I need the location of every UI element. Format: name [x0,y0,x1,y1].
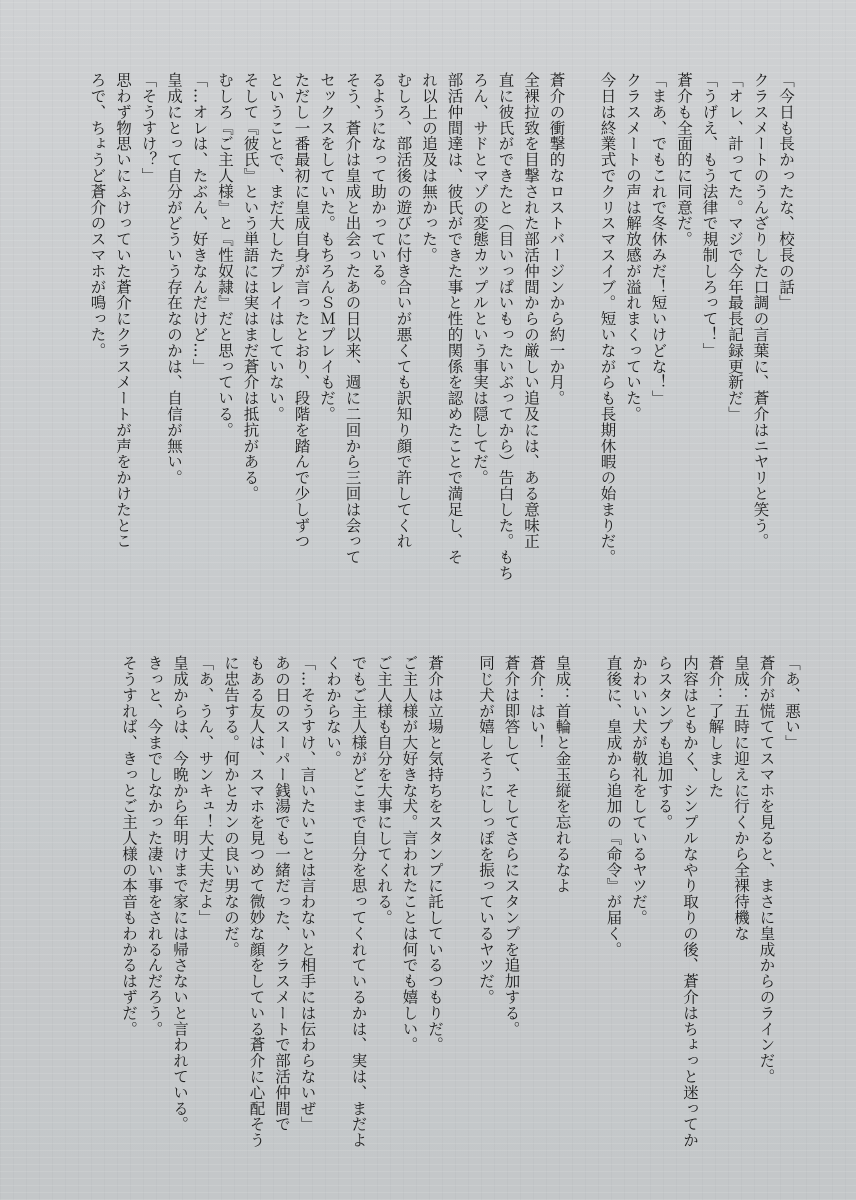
text-line: ご主人様が大好きな犬。言われたことは何でも嬉しい。 [400,655,419,1053]
text-line: 今日は終業式でクリスマスイブ。短いながらも長期休暇の始まりだ。 [598,72,617,565]
text-line: クラスメートのうんざりした口調の言葉に、蒼介はニヤリと笑う。 [751,72,770,549]
text-line: くわからない。 [324,655,342,767]
text-line: 皇成：五時に迎えに行くから全裸待機な [732,655,750,942]
text-line: 皇成からは、今晩から年明けまで家には帰さないと言われている。 [171,655,189,1132]
text-line: ご主人様も自分を大事にしてくれる。 [375,655,393,926]
text-line: かわいい犬が敬礼をしているヤツだ。 [630,655,648,926]
text-line: 部活仲間達は、彼氏ができた事と性的関係を認めたことで満足し、そ [445,72,464,565]
text-line: 蒼介も全面的に同意だ。 [675,72,693,247]
text-line: 蒼介の衝撃的なロストバージンから約一か月。 [547,72,566,406]
text-line: あの日のスーパー銭湯でも一緒だった、クラスメートで部活仲間で [273,655,291,1132]
blank-line [447,655,473,1125]
text-line: 「あ、うん、サンキュ！大丈夫だよ」 [196,655,215,926]
text-line: セックスをしていた。もちろんＳＭプレイもだ。 [318,72,336,422]
lower-text-block [116,655,805,1148]
text-line: 蒼介：了解しました [706,655,725,799]
text-line: 「まあ、でもこれで冬休みだ！短いけどな！」 [649,72,668,406]
text-line: ただし一番最初に皇成自身が言ったとおり、段階を踏んで少しずつ [292,72,311,549]
text-line: 思わず物思いにふけっていた蒼介にクラスメートが声をかけたとこ [114,72,132,549]
text-line: クラスメートの声は解放感が溢れまくっていた。 [624,72,642,422]
text-line: 「…オレは、たぶん、好きなんだけど…」 [190,72,209,375]
text-line: 内容はともかく、シンプルなやり取りの後、蒼介はちょっと迷ってか [681,655,699,1148]
text-line: れ以上の追及は無かった。 [420,72,438,263]
text-line: 「…そうすけ、言いたいことは言わないと相手には伝わらないぜ」 [298,655,317,1132]
text-line: 同じ犬が嬉しそうにしっぽを振っているヤツだ。 [477,655,495,1005]
blank-line [575,655,601,1125]
text-line: るようになって助かっている。 [369,72,387,295]
text-line: ろん、サドとマゾの変態カップルという事実は隠してだ。 [471,72,489,486]
text-line: 蒼介は立場と気持ちをスタンプに託しているつもりだ。 [426,655,444,1053]
text-line: そう、蒼介は皇成と出会ったあの日以来、週に二回から三回は会って [343,72,362,565]
text-line: 蒼介が慌ててスマホを見ると、まさに皇成からのラインだ。 [757,655,776,1085]
text-line: ろで、ちょうど蒼介のスマホが鳴った。 [88,72,107,359]
text-line: 全裸拉致を目撃された部活仲間からの厳しい追及には、ある意味正 [522,72,540,549]
text-line: 「うげえ、もう法律で規制しろって！」 [700,72,719,359]
text-line: そうすれば、きっとご主人様の本音もわかるはずだ。 [120,655,138,1037]
text-line: むしろ『ご主人様』と『性奴隷』だと思っている。 [216,72,234,438]
text-line: 皇成にとって自分がどういう存在なのかは、自信が無い。 [165,72,183,486]
text-line: 「そうすけ？」 [139,72,158,184]
text-line: でもご主人様がどこまで自分を思ってくれているかは、実は、まだよ [349,655,368,1148]
text-line: 蒼介は即答して、そしてさらにスタンプを追加する。 [502,655,521,1037]
text-line: に忠告する。何かとカンの良い男なのだ。 [222,655,240,958]
text-line: らスタンプも追加する。 [655,655,674,830]
text-line: 皇成：首輪と金玉縦を忘れるなよ [553,655,572,894]
text-line: 直に彼氏ができたと（目いっぱいもったいぶってから）告白した。もち [496,72,515,581]
text-line: そして『彼氏』という単語には実はまだ蒼介は抵抗がある。 [241,72,260,502]
upper-text-block [84,72,798,581]
text-line: 「あ、悪い」 [783,655,801,751]
text-line: もある友人は、スマホを見つめて微妙な顔をしている蒼介に心配そう [247,655,266,1148]
text-line: 直後に、皇成から追加の『命令』が届く。 [604,655,623,958]
text-line: ということで、まだ大したプレイはしていない。 [267,72,285,422]
blank-line [569,72,595,572]
text-line: 蒼介：はい！ [528,655,546,751]
text-line: 「今日も長かったな、校長の話」 [777,72,795,311]
text-line: むしろ、部活後の遊びに付き合いが悪くても訳知り顔で許してくれ [394,72,413,549]
text-line: 「オレ、計ってた。マジで今年最長記録更新だ」 [726,72,744,422]
text-line: きっと、今までしなかった凄い事をされるんだろう。 [145,655,164,1037]
